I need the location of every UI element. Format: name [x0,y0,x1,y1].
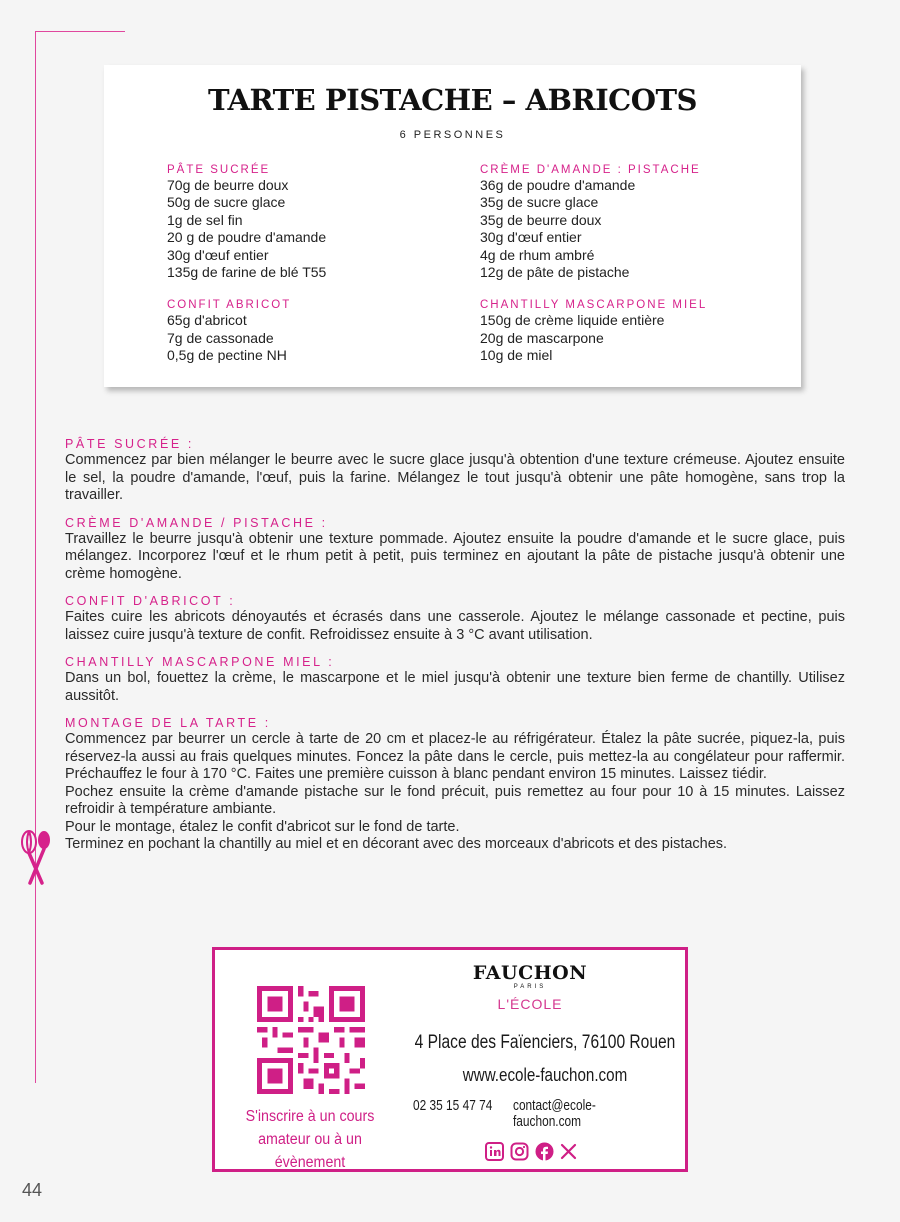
ingredients-card [104,65,801,387]
ingredient-group-title: PÂTE SUCRÉE [167,164,271,176]
ingredient-item: 35g de beurre doux [480,211,602,228]
step-paragraph: Pochez ensuite la crème d'amande pistache sur le fond précuit, puis remettez au four pour 10 à 15 minutes. Laissez refroidir à température ambiante. [65,783,845,817]
school-promo-box [212,947,688,1172]
qr-code[interactable] [257,986,365,1094]
brand-subtitle: PARIS [513,984,547,990]
website-link[interactable]: www.ecole-fauchon.com [462,1064,628,1085]
x-icon[interactable] [560,1143,577,1160]
step-heading: PÂTE SUCRÉE : [65,437,194,451]
linkedin-icon[interactable] [485,1142,504,1161]
ingredient-item: 36g de poudre d'amande [480,177,636,193]
step-paragraph: Terminez en pochant la chantilly au miel et en décorant avec des morceaux d'abricots et des pistaches. [65,836,728,852]
step-heading: CRÈME D'AMANDE / PISTACHE : [65,515,328,530]
ingredient-group [480,163,770,281]
ingredient-item: 4g de rhum ambré [480,246,595,263]
ingredient-group-title: CONFIT ABRICOT [167,299,292,312]
step-heading: MONTAGE DE LA TARTE : [65,716,271,730]
brand-logo: FAUCHON [472,962,588,984]
step-paragraph: Dans un bol, fouettez la crème, le mascarpone et le miel jusqu'à obtenir une texture bien ferme de chantilly. Utilisez aussitôt. [65,670,845,704]
page-frame-line-top [36,31,125,32]
ingredients-column-left [167,163,457,365]
ingredients-column-right [480,163,770,365]
phone-number[interactable]: 02 35 15 47 74 [413,1098,493,1114]
ingredient-item: 65g d'abricot [167,312,247,329]
ingredient-group [167,163,457,281]
ingredient-group [480,298,770,364]
ingredient-item: 30g d'œuf entier [480,229,582,246]
step-creme-amande [65,515,845,584]
step-paragraph: Faites cuire les abricots dénoyautés et écrasés dans une casserole. Ajoutez le mélange cassonade et pectine, puis laissez cuire jusqu'à texture de confit. Refroidissez ensuite à 3 °C avant utilisation. [65,609,845,643]
school-name: L'ÉCOLE [497,996,563,1012]
ingredient-item: 0,5g de pectine NH [167,347,287,364]
address: 4 Place des Faïenciers, 76100 Rouen [414,1032,676,1053]
qr-caption-line: S'inscrire à un cours [245,1108,375,1125]
ingredient-item: 135g de farine de blé T55 [167,264,327,281]
qr-caption [223,1105,398,1174]
ingredient-item: 10g de miel [480,347,553,364]
facebook-icon[interactable] [535,1142,554,1161]
step-confit-abricot [65,593,845,644]
ingredient-item: 150g de crème liquide entière [480,312,665,329]
step-paragraph: Pour le montage, étalez le confit d'abricot sur le fond de tarte. [65,818,460,835]
ingredient-item: 30g d'œuf entier [167,246,269,263]
instructions [65,436,845,854]
page-frame-line-left [35,31,36,1083]
ingredient-item: 12g de pâte de pistache [480,264,630,281]
servings: 6 PERSONNES [399,129,506,141]
step-paragraph: Commencez par bien mélanger le beurre avec le sucre glace jusqu'à obtention d'une texture crémeuse. Ajoutez ensuite le sel, la poudre d'amande, l'œuf, puis la farine. Mélangez le tout jusqu'à obtenir une pâte homogène, sans trop la travailler. [65,452,845,503]
ingredient-item: 50g de sucre glace [167,194,286,211]
qr-caption-line: amateur ou à un évènement [258,1131,362,1171]
step-heading: CONFIT D'ABRICOT : [65,594,236,608]
step-heading: CHANTILLY MASCARPONE MIEL : [65,655,335,669]
email-link[interactable]: contact@ecole-fauchon.com [513,1098,596,1130]
step-paragraph: Commencez par beurrer un cercle à tarte de 20 cm et placez-le au réfrigérateur. Étalez la pâte sucrée, piquez-la, puis réservez-la aussi au frais quelques minutes. Foncez la pâte dans le cercle, puis mettez-la au congélateur pour raffermir. Préchauffez le four à 170 °C. Faites une première cuisson à blanc pendant environ 15 minutes. Laissez tiédir. [65,731,845,782]
ingredient-item: 7g de cassonade [167,329,274,346]
whisk-spoon-icon [16,828,56,886]
ingredient-item: 20 g de poudre d'amande [167,229,327,246]
social-links [485,1142,577,1161]
ingredient-group-title: CRÈME D'AMANDE : PISTACHE [480,164,701,176]
step-chantilly [65,654,845,705]
recipe-title: TARTE PISTACHE – ABRICOTS [208,83,697,117]
step-montage [65,715,845,854]
ingredient-item: 70g de beurre doux [167,177,289,193]
instagram-icon[interactable] [510,1142,529,1161]
ingredient-item: 20g de mascarpone [480,329,604,346]
page-number: 44 [22,1180,43,1200]
ingredient-group [167,298,457,364]
ingredient-item: 35g de sucre glace [480,194,599,211]
ingredient-item: 1g de sel fin [167,211,243,228]
step-pate-sucree [65,436,845,505]
step-paragraph: Travaillez le beurre jusqu'à obtenir une texture pommade. Ajoutez ensuite la poudre d'amande et le sucre glace, puis mélangez. Incorporez l'œuf et le rhum petit à petit, puis terminez en ajoutant la pâte de pistache jusqu'à obtenir une crème homogène. [65,530,845,582]
ingredient-group-title: CHANTILLY MASCARPONE MIEL [480,299,708,312]
